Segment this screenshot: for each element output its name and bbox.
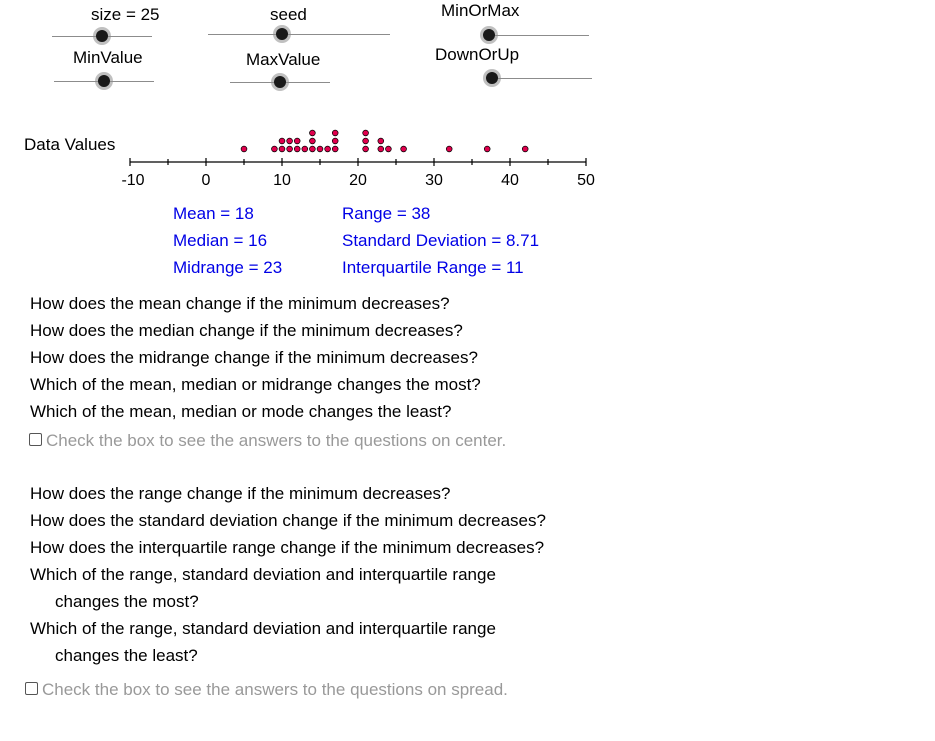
- spread-question-continuation: changes the most?: [55, 592, 199, 611]
- data-values-label: Data Values: [24, 135, 116, 154]
- spread-question-continuation: changes the least?: [55, 646, 198, 665]
- center-answers-checkbox-label[interactable]: Check the box to see the answers to the questions on center.: [46, 431, 507, 450]
- data-point: [401, 146, 407, 152]
- data-point: [310, 138, 316, 144]
- seed-slider-label: seed: [270, 5, 307, 24]
- data-point: [310, 146, 316, 152]
- data-point: [241, 146, 247, 152]
- data-point: [325, 146, 331, 152]
- data-point: [446, 146, 452, 152]
- x-tick-label: 50: [577, 172, 595, 189]
- downorup-slider-label: DownOrUp: [435, 45, 520, 64]
- center-question: How does the midrange change if the minimum decreases?: [30, 348, 478, 367]
- spread-question: Which of the range, standard deviation and interquartile range: [30, 565, 496, 584]
- seed-slider-track[interactable]: [208, 34, 390, 35]
- maxvalue-slider-label: MaxValue: [246, 50, 321, 69]
- data-point: [294, 146, 300, 152]
- data-point: [287, 146, 293, 152]
- minormax-slider-handle[interactable]: [483, 29, 495, 41]
- x-tick-label: -10: [121, 172, 145, 189]
- x-tick-label: 0: [201, 172, 211, 189]
- size-slider-label: size = 25: [91, 5, 160, 24]
- data-point: [363, 138, 369, 144]
- center-question: Which of the mean, median or midrange changes the most?: [30, 375, 481, 394]
- median-stat: Median = 16: [173, 231, 268, 250]
- spread-question: How does the interquartile range change if the minimum decreases?: [30, 538, 545, 557]
- downorup-slider-handle[interactable]: [486, 72, 498, 84]
- center-question: Which of the mean, median or mode changes the least?: [30, 402, 452, 421]
- data-point: [363, 130, 369, 136]
- spread-question: How does the standard deviation change if the minimum decreases?: [30, 511, 546, 530]
- size-slider-handle[interactable]: [96, 30, 108, 42]
- x-tick-label: 40: [501, 172, 519, 189]
- data-point: [378, 146, 384, 152]
- data-point: [332, 138, 338, 144]
- seed-slider-handle[interactable]: [276, 28, 288, 40]
- spread-answers-checkbox[interactable]: [25, 682, 38, 695]
- maxvalue-slider-handle[interactable]: [274, 76, 286, 88]
- center-answers-checkbox[interactable]: [29, 433, 42, 446]
- minvalue-slider-handle[interactable]: [98, 75, 110, 87]
- minvalue-slider-label: MinValue: [73, 48, 143, 67]
- downorup-slider-track[interactable]: [492, 78, 592, 79]
- range-stat: Range = 38: [342, 204, 431, 223]
- data-point: [310, 130, 316, 136]
- data-point: [386, 146, 392, 152]
- center-question: How does the median change if the minimum decreases?: [30, 321, 463, 340]
- data-point: [332, 146, 338, 152]
- std-dev-stat: Standard Deviation = 8.71: [342, 231, 540, 250]
- spread-question: Which of the range, standard deviation and interquartile range: [30, 619, 496, 638]
- data-point: [294, 138, 300, 144]
- mean-stat: Mean = 18: [173, 204, 254, 223]
- data-point: [287, 138, 293, 144]
- minormax-slider-track[interactable]: [489, 35, 589, 36]
- data-point: [484, 146, 490, 152]
- data-point: [378, 138, 384, 144]
- x-tick-label: 20: [349, 172, 367, 189]
- data-point: [302, 146, 308, 152]
- data-point: [279, 146, 285, 152]
- data-point: [332, 130, 338, 136]
- spread-question: How does the range change if the minimum decreases?: [30, 484, 451, 503]
- data-point: [522, 146, 528, 152]
- data-point: [363, 146, 369, 152]
- x-tick-label: 30: [425, 172, 443, 189]
- minormax-slider-label: MinOrMax: [441, 1, 520, 20]
- data-point: [317, 146, 323, 152]
- midrange-stat: Midrange = 23: [173, 258, 283, 277]
- center-question: How does the mean change if the minimum decreases?: [30, 294, 450, 313]
- data-point: [272, 146, 278, 152]
- data-point: [279, 138, 285, 144]
- iqr-stat: Interquartile Range = 11: [342, 258, 524, 277]
- x-tick-label: 10: [273, 172, 291, 189]
- spread-answers-checkbox-label[interactable]: Check the box to see the answers to the questions on spread.: [42, 680, 508, 699]
